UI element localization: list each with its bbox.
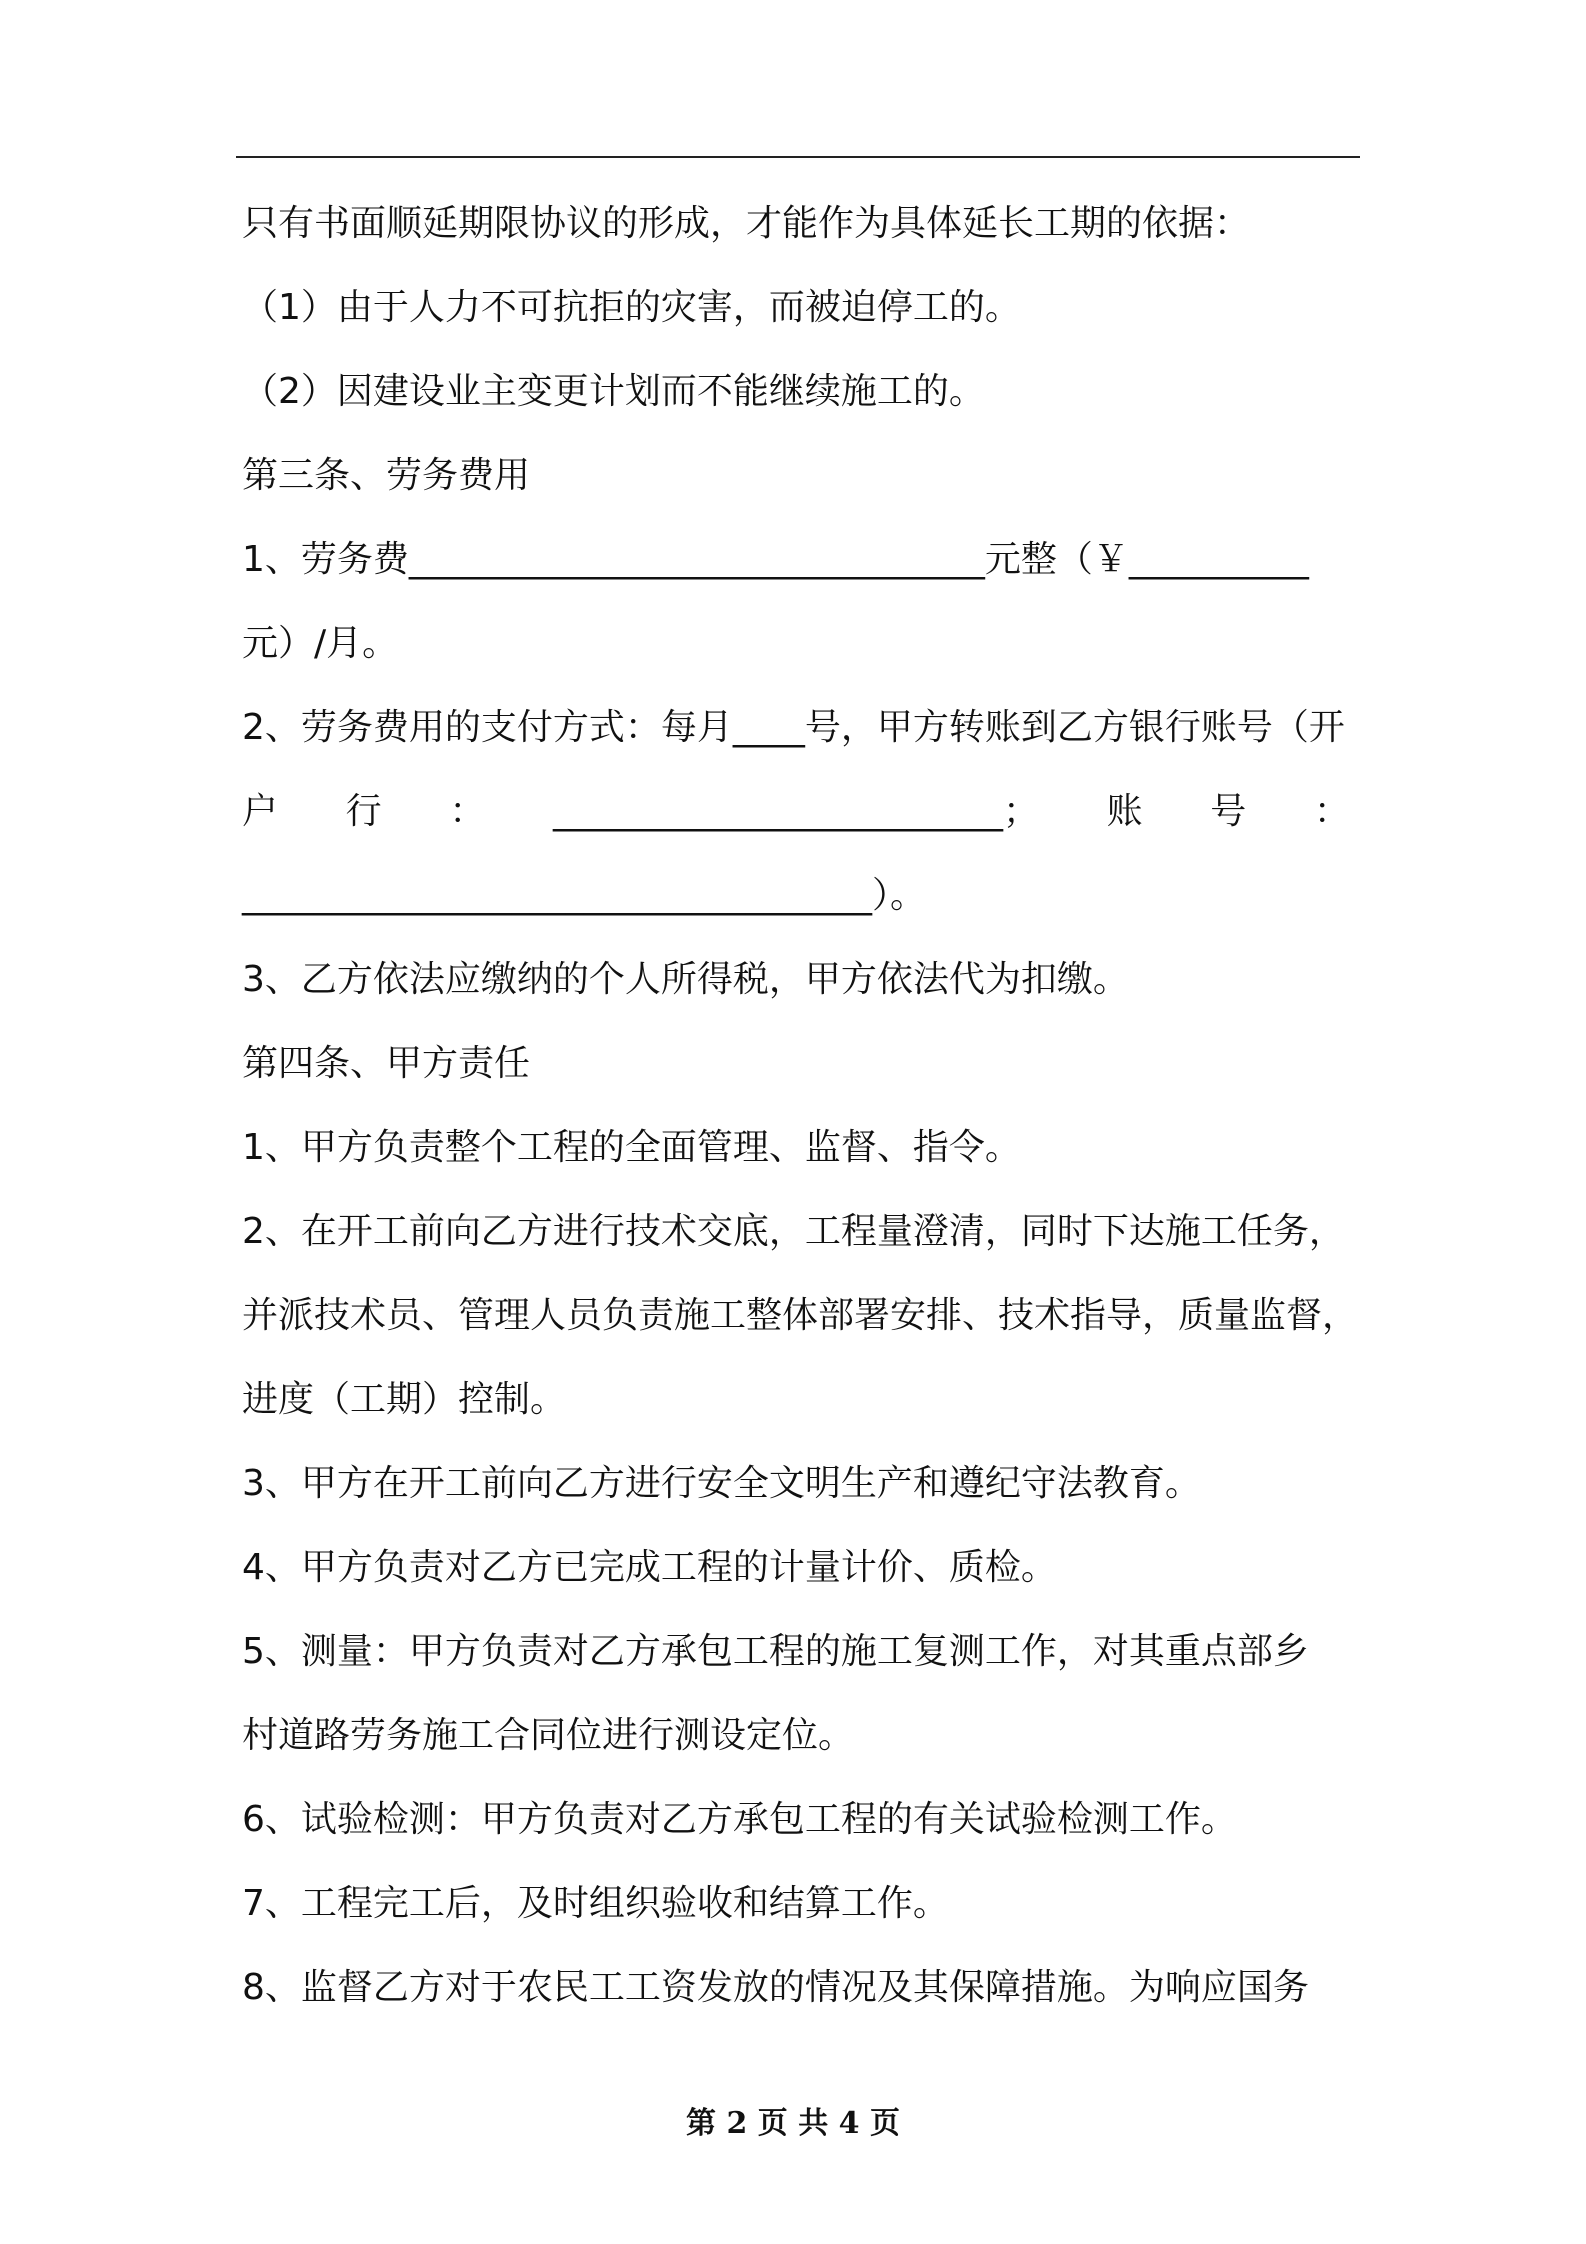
paragraph-line: （1）由于人力不可抗拒的灾害，而被迫停工的。 bbox=[242, 287, 1021, 328]
section-heading: 第三条、劳务费用 bbox=[242, 455, 531, 496]
paragraph-line: ___________________________________）。 bbox=[242, 875, 926, 916]
paragraph-line: 只有书面顺延期限协议的形成，才能作为具体延长工期的依据： bbox=[242, 203, 1251, 244]
bank-line-part: 账 bbox=[1106, 791, 1143, 832]
header-rule bbox=[236, 156, 1360, 158]
paragraph-line: 8、监督乙方对于农民工工资发放的情况及其保障措施。为响应国务 bbox=[242, 1967, 1309, 2008]
paragraph-line: 3、甲方在开工前向乙方进行安全文明生产和遵纪守法教育。 bbox=[242, 1463, 1201, 1504]
paragraph-line: 村道路劳务施工合同位进行测设定位。 bbox=[242, 1715, 855, 1756]
page-number-footer: 第 2 页 共 4 页 bbox=[686, 2106, 900, 2141]
bank-info-line bbox=[242, 788, 1350, 836]
paragraph-line: 2、在开工前向乙方进行技术交底，工程量澄清，同时下达施工任务， bbox=[242, 1211, 1345, 1252]
bank-line-part: ： bbox=[449, 791, 486, 832]
paragraph-line: 3、乙方依法应缴纳的个人所得税，甲方依法代为扣缴。 bbox=[242, 959, 1129, 1000]
bank-line-part: _________________________； bbox=[552, 791, 1039, 832]
paragraph-line: 元）/月。 bbox=[242, 623, 399, 664]
section-heading: 第四条、甲方责任 bbox=[242, 1043, 531, 1084]
paragraph-line: 进度（工期）控制。 bbox=[242, 1379, 567, 1420]
bank-line-part: 户 bbox=[242, 791, 279, 832]
bank-line-part: 号 bbox=[1210, 791, 1247, 832]
paragraph-line: 7、工程完工后，及时组织验收和结算工作。 bbox=[242, 1883, 949, 1924]
bank-line-part: 行 bbox=[345, 791, 382, 832]
paragraph-line: 4、甲方负责对乙方已完成工程的计量计价、质检。 bbox=[242, 1547, 1057, 1588]
paragraph-line: 1、劳务费________________________________元整（￥__________ bbox=[242, 539, 1309, 580]
paragraph-line: 1、甲方负责整个工程的全面管理、监督、指令。 bbox=[242, 1127, 1021, 1168]
bank-line-part: ： bbox=[1313, 791, 1350, 832]
paragraph-line: 并派技术员、管理人员负责施工整体部署安排、技术指导，质量监督， bbox=[242, 1295, 1359, 1336]
paragraph-line: 6、试验检测：甲方负责对乙方承包工程的有关试验检测工作。 bbox=[242, 1799, 1237, 1840]
paragraph-line: （2）因建设业主变更计划而不能继续施工的。 bbox=[242, 371, 985, 412]
paragraph-line: 2、劳务费用的支付方式：每月____号，甲方转账到乙方银行账号（开 bbox=[242, 707, 1345, 748]
paragraph-line: 5、测量：甲方负责对乙方承包工程的施工复测工作，对其重点部乡 bbox=[242, 1631, 1309, 1672]
